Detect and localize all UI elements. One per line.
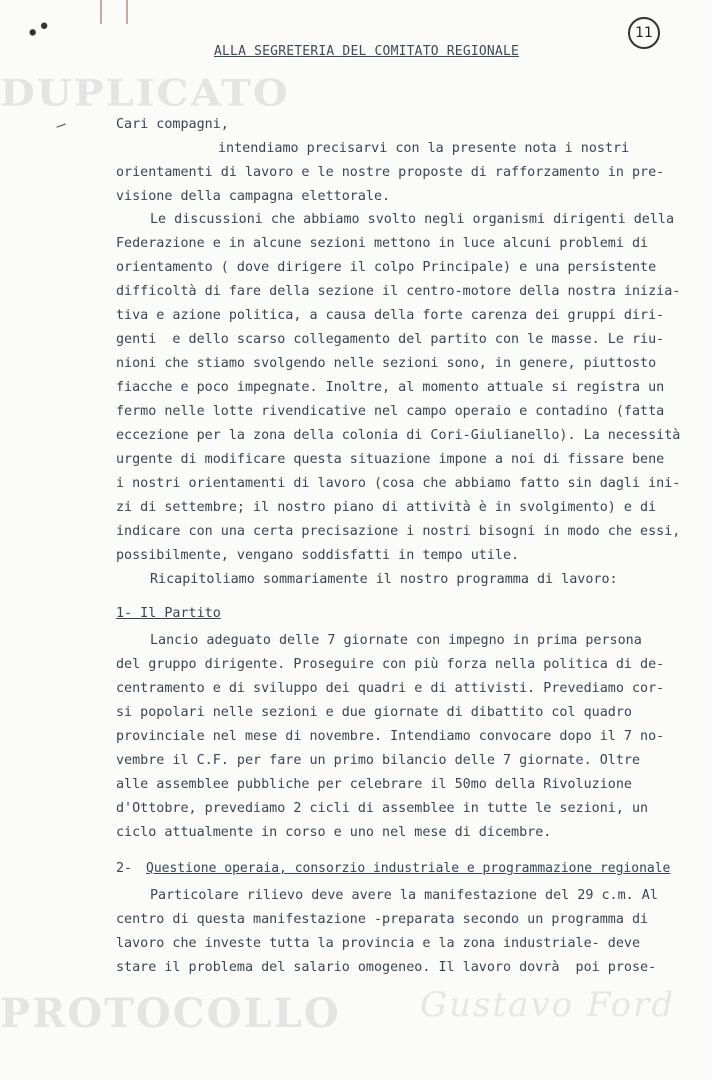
body-line: urgente di modificare questa situazione impone a noi di fissare bene	[116, 452, 665, 467]
section-2-line: lavoro che investe tutta la provincia e la zona industriale- deve	[116, 936, 641, 951]
section-1-heading: 1- Il Partito	[116, 606, 221, 621]
intro-line: intendiamo precisarvi con la presente nota i nostri	[218, 141, 630, 156]
section-1-line: centramento e di sviluppo dei quadri e di attivisti. Prevediamo cor-	[116, 681, 665, 696]
body-line: indicare con una certa precisazione i nostri bisogni in modo che essi,	[116, 524, 681, 539]
summary-line: Ricapitoliamo sommariamente il nostro programma di lavoro:	[150, 572, 618, 587]
body-line: fiacche e poco impegnate. Inoltre, al momento attuale si registra un	[116, 380, 665, 395]
body-line: possibilmente, vengano soddisfatti in tempo utile.	[116, 548, 520, 563]
bleed-through-footer: PROTOCOLLO	[0, 990, 341, 1037]
section-2-line: Particolare rilievo deve avere la manifestazione del 29 c.m. Al	[150, 888, 658, 903]
intro-line: orientamenti di lavoro e le nostre proposte di rafforzamento in pre-	[116, 165, 665, 180]
section-1-line: provinciale nel mese di novembre. Intendiamo convocare dopo il 7 no-	[116, 729, 665, 744]
margin-rule	[126, 0, 128, 24]
document-title: ALLA SEGRETERIA DEL COMITATO REGIONALE	[214, 44, 520, 59]
section-1-line: si popolari nelle sezioni e due giornate di dibattito col quadro	[116, 705, 632, 720]
section-1-line: d'Ottobre, prevediamo 2 cicli di assemblee in tutte le sezioni, un	[116, 801, 649, 816]
body-line: nioni che stiamo svolgendo nelle sezioni sono, in genere, piuttosto	[116, 356, 657, 371]
section-2-line: centro di questa manifestazione -preparata secondo un programma di	[116, 912, 649, 927]
body-line: Le discussioni che abbiamo svolto negli organismi dirigenti della	[150, 212, 675, 227]
body-line: fermo nelle lotte rivendicative nel campo operaio e contadino (fatta	[116, 404, 665, 419]
bleed-through-signature: Gustavo Ford	[420, 985, 676, 1025]
bleed-through-header: DUPLICATO	[0, 72, 290, 115]
intro-line: visione della campagna elettorale.	[116, 189, 391, 204]
body-line: zi di settembre; il nostro piano di attività è in svolgimento) e di	[116, 500, 657, 515]
section-2-heading: Questione operaia, consorzio industriale e programmazione regionale	[146, 861, 671, 876]
body-line: orientamento ( dove dirigere il colpo Principale) e una persistente	[116, 260, 657, 275]
body-line: Federazione e in alcune sezioni mettono in luce alcuni problemi di	[116, 236, 649, 251]
body-line: eccezione per la zona della colonia di Cori-Giulianello). La necessità	[116, 428, 681, 443]
body-line: genti e dello scarso collegamento del partito con le masse. Le riu-	[116, 332, 665, 347]
punch-mark-icon: ••	[21, 13, 57, 48]
salutation: Cari compagni,	[116, 117, 229, 132]
body-line: difficoltà di fare della sezione il centro-motore della nostra inizia-	[116, 284, 681, 299]
section-1-line: Lancio adeguato delle 7 giornate con impegno in prima persona	[150, 633, 642, 648]
body-line: i nostri orientamenti di lavoro (cosa che abbiamo fatto sin dagli ini-	[116, 476, 681, 491]
section-2-number: 2-	[116, 861, 141, 876]
section-1-line: ciclo attualmente in corso e uno nel mese di dicembre.	[116, 825, 552, 840]
section-1-line: vembre il C.F. per fare un primo bilancio delle 7 giornate. Oltre	[116, 753, 641, 768]
section-2-line: stare il problema del salario omogeneo. Il lavoro dovrà poi prose-	[116, 960, 657, 975]
body-line: tiva e azione politica, a causa della forte carenza dei gruppi diri-	[116, 308, 665, 323]
section-1-line: alle assemblee pubbliche per celebrare il 50mo della Rivoluzione	[116, 777, 632, 792]
page-number-stamp: 11	[628, 17, 660, 49]
margin-rule	[100, 0, 102, 24]
pencil-tick-icon: –	[53, 113, 69, 136]
section-1-line: del gruppo dirigente. Proseguire con più forza nella politica di de-	[116, 657, 665, 672]
